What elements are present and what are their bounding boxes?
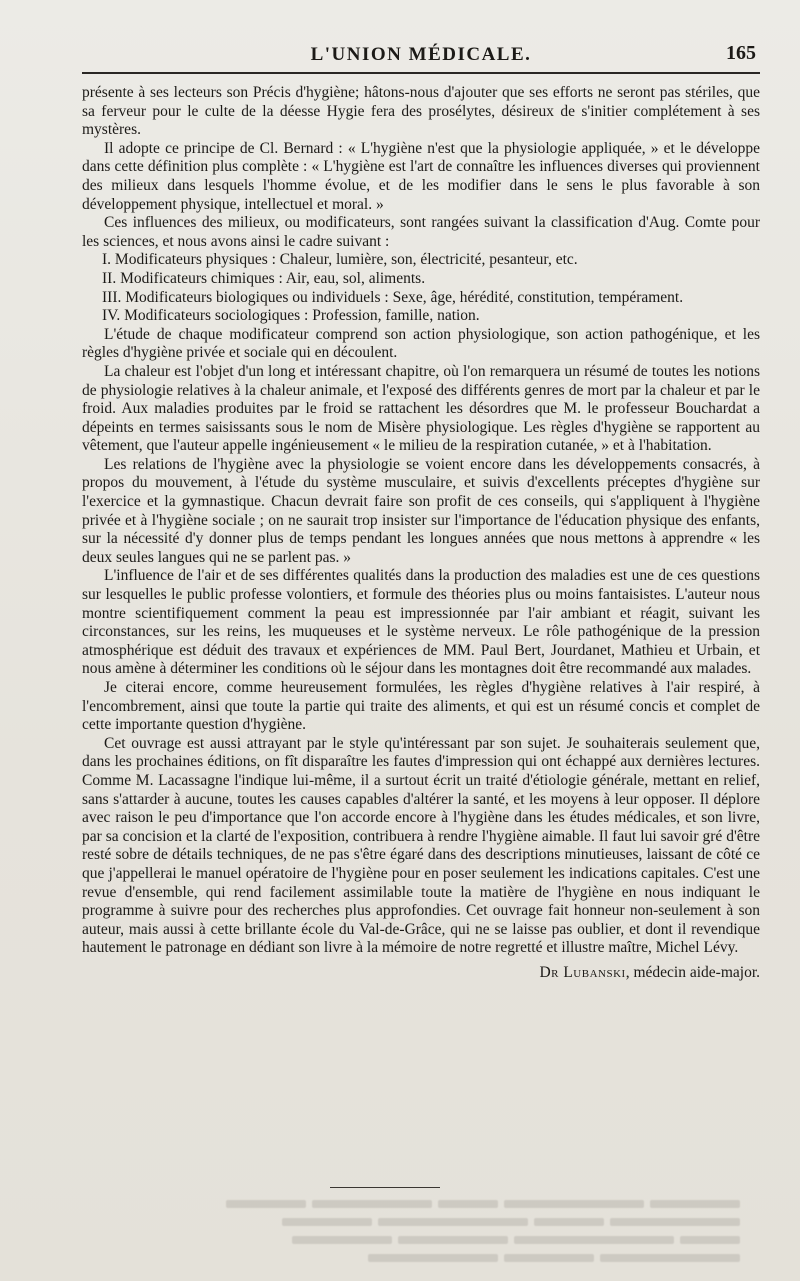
paragraph-rules: Je citerai encore, comme heureusement formulées, les règles d'hygiène relatives à l'air respiré, à l'encombrement, ainsi que toute la partie qui traite des aliments, et qui est un résumé concis et complet de cette importante question d'hygiène. [82, 679, 760, 734]
signature-name: Dr Lubanski [539, 963, 626, 981]
list-item-physical: I. Modificateurs physiques : Chaleur, lumière, son, électricité, pesanteur, etc. [102, 251, 578, 269]
paragraph-heat: La chaleur est l'objet d'un long et intéressant chapitre, où l'on remarquera un résumé de toutes les notions de physiologie relatives à la chaleur animale, et l'exposé des différents genres de mort par la chaleur et par le froid. Aux maladies produites par le froid se rattachent les désordres que M. le professeur Bouchardat a dépeints en termes saisissants sous le nom de Misère physiologique. Les règles d'hygiène se rapportent au vêtement, que l'auteur appelle ingénieusement « le milieu de la respiration cutanée, » et à l'habitation. [82, 362, 760, 455]
article-body [82, 84, 760, 983]
paragraph-classification: Ces influences des milieux, ou modificateurs, sont rangées suivant la classification d'Aug. Comte pour les sciences, et nous avons ainsi le cadre suivant : [82, 214, 760, 250]
page-number: 165 [726, 42, 756, 64]
paragraph-conclusion: Cet ouvrage est aussi attrayant par le style qu'intéressant par son sujet. Je souhaiterais seulement que, dans les prochaines éditions, on fît disparaître les fautes d'impression qui ont échappé aux dernières lectures. Comme M. Lacassagne l'indique lui-même, il a surtout écrit un traité d'étiologie générale, mettant en relief, sans s'attarder à aucune, toutes les causes capables d'altérer la santé, et les moyens à leur opposer. Il déplore avec raison le peu d'importance que l'on accorde encore à l'hygiène dans les études médicales, et son livre, par sa concision et la clarté de l'exposition, contribuera à rendre l'hygiène aimable. Il faut lui savoir gré d'être resté sobre de détails techniques, de ne pas s'être égaré dans des descriptions minutieuses, laissant de côté ce que j'appellerai le manuel opératoire de l'hygiène pour en poser seulement les indications capitales. C'est une revue d'ensemble, qui rend facilement assimilable toute la matière de l'hygiène en nous indiquant le programme à suivre pour des recherches plus approfondies. Cet ouvrage fait honneur non-seulement à son auteur, mais aussi à cette brillante école du Val-de-Grâce, qui ne se laisse pas oublier, et dont il revendique hautement le patronage en dédiant son livre à la mémoire de notre regretté et illustre maître, Michel Lévy. [82, 734, 760, 957]
list-item-chemical: II. Modificateurs chimiques : Air, eau, sol, aliments. [102, 269, 426, 287]
signature-title: , médecin aide-major. [625, 963, 760, 981]
page-header [82, 42, 760, 74]
paragraph-air: L'influence de l'air et de ses différentes qualités dans la production des maladies est une de ces questions sur lesquelles le public professe volontiers, et formule des théories plus ou moins fantaisistes. L'auteur nous montre scientifiquement comment la peau est impressionnée par l'air ambiant et réagit, suivant les circonstances, sur les reins, les muqueuses et le système nerveux. Le rôle pathogénique de la pression atmosphérique est déduit des travaux et expériences de MM. Paul Bert, Jourdanet, Mathieu et Urbain, et nous amène à déterminer les conditions où le séjour dans les montagnes doit être recommandé aux malades. [82, 567, 760, 678]
paragraph-definition: Il adopte ce principe de Cl. Bernard : « L'hygiène n'est que la physiologie appliquée, » et le développe dans cette définition plus complète : « L'hygiène est l'art de connaître les influences diverses qui proviennent des milieux dans lesquels l'homme évolue, et de les modifier dans le sens le plus favorable à son développement physique, intellectuel et moral. » [82, 139, 760, 213]
bleed-through-texture [120, 1195, 740, 1265]
signature [82, 964, 760, 983]
paragraph-intro: présente à ses lecteurs son Précis d'hygiène; hâtons-nous d'ajouter que ses efforts ne seront pas stériles, que sa ferveur pour le culte de la déesse Hygie fera des prosélytes, désireux de s'initier complétement à ses mystères. [82, 84, 760, 139]
paragraph-physiology: Les relations de l'hygiène avec la physiologie se voient encore dans les développements consacrés, à propos du mouvement, à l'étude du système musculaire, et suivis d'excellents préceptes d'hygiène sur l'exercice et la gymnastique. Chacun devrait faire son profit de ces conseils, qui s'appliquent à l'hygiène privée et à l'hygiène sociale ; on ne saurait trop insister sur l'importance de l'éducation physique des enfants, sur la nécessité d'y donner plus de temps pendant les longues années que nous mettons à apprendre « les deux seules langues qui ne se parlent pas. » [82, 455, 760, 566]
running-head: L'UNION MÉDICALE. [310, 44, 532, 65]
list-item-sociological: IV. Modificateurs sociologiques : Profession, famille, nation. [102, 307, 480, 325]
closing-rule [330, 1187, 440, 1188]
list-item-biological: III. Modificateurs biologiques ou individuels : Sexe, âge, hérédité, constitution, tempérament. [102, 288, 684, 306]
paragraph-study: L'étude de chaque modificateur comprend son action physiologique, son action pathogénique, et les règles d'hygiène privée et sociale qui en découlent. [82, 325, 760, 362]
